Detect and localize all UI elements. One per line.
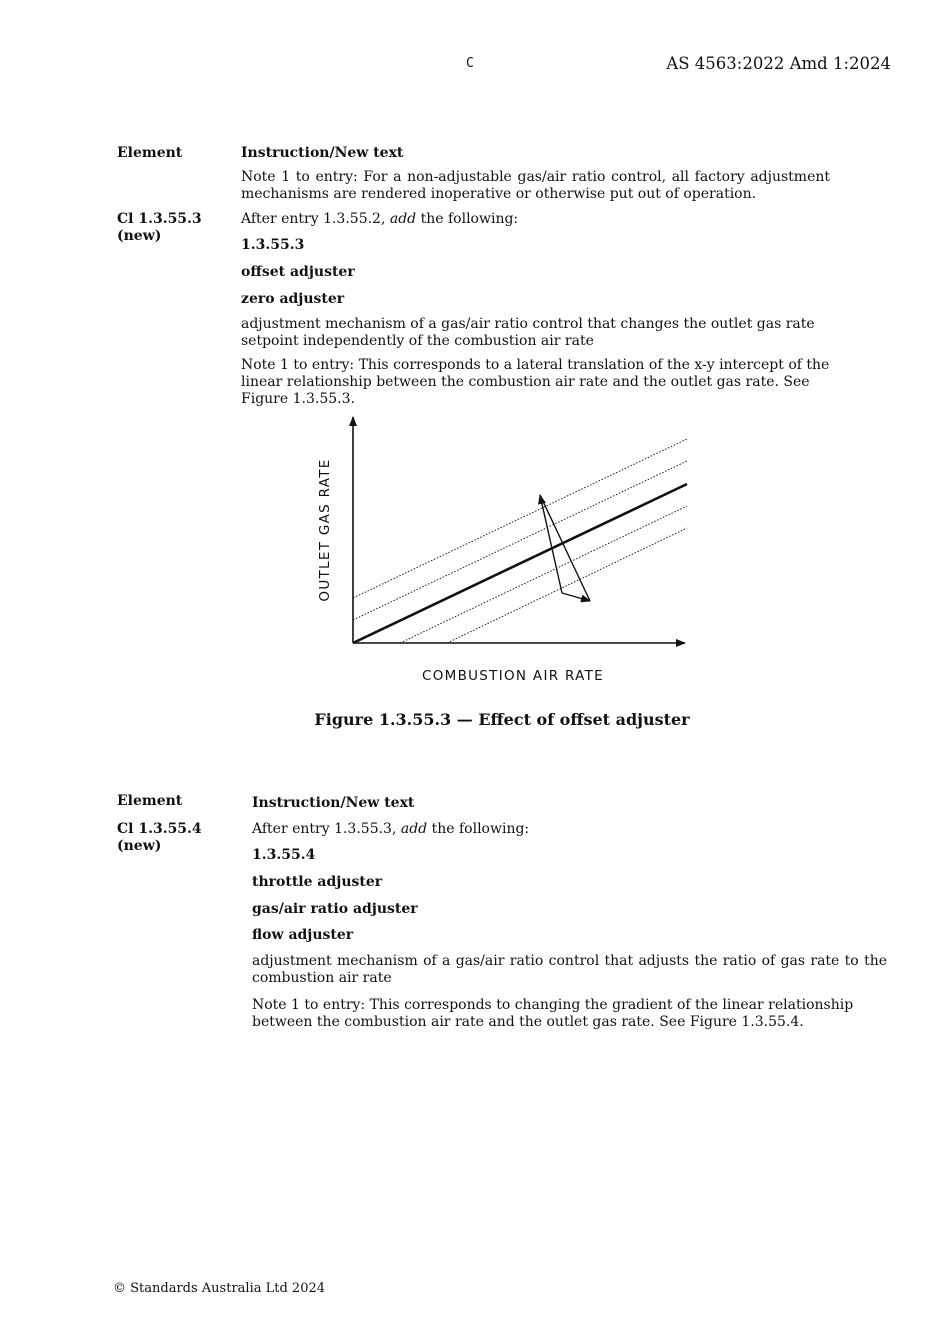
offset-direction-arrow-reverse — [562, 593, 590, 601]
table2-header-element: Element — [117, 793, 183, 809]
table2-entry-number: 1.3.55.4 — [252, 847, 316, 863]
table2-header-instruction: Instruction/New text — [252, 795, 415, 811]
offset-line-lower-1 — [400, 506, 687, 643]
table2-element-new: (new) — [117, 838, 162, 854]
table2-instruction: After entry 1.3.55.3, add the following: — [252, 821, 530, 837]
offset-line-upper-1 — [353, 461, 687, 620]
header-center-mark: C — [466, 56, 474, 71]
table2-term-throttle-adjuster: throttle adjuster — [252, 874, 383, 890]
table2-note: Note 1 to entry: This corresponds to changing the gradient of the linear relationship between the combustion air rate and the outlet gas rate. See Figure 1.3.55.4. — [252, 997, 854, 1030]
x-axis-label: COMBUSTION AIR RATE — [421, 668, 605, 684]
figure-caption: Figure 1.3.55.3 — Effect of offset adjuster — [314, 710, 690, 729]
document-reference: AS 4563:2022 Amd 1:2024 — [666, 54, 891, 73]
table2-term-gas-air-ratio-adjuster: gas/air ratio adjuster — [252, 901, 418, 917]
main-relationship-line — [353, 484, 687, 643]
table1-definition: adjustment mechanism of a gas/air ratio control that changes the outlet gas rate setpoint independently of the combustion air rate — [241, 316, 815, 349]
footer-copyright: © Standards Australia Ltd 2024 — [113, 1281, 326, 1296]
table1-note: Note 1 to entry: This corresponds to a lateral translation of the x-y intercept of the linear relationship between the combustion air rate and the outlet gas rate. See Figure 1.3.55.3. — [241, 357, 830, 407]
offset-line-upper-2 — [353, 439, 687, 598]
table1-entry-number: 1.3.55.3 — [241, 237, 305, 253]
table1-header-element: Element — [117, 145, 183, 161]
table1-element-new: (new) — [117, 228, 162, 244]
table2-definition: adjustment mechanism of a gas/air ratio control that adjusts the ratio of gas rate to the combustion air rate — [252, 953, 887, 986]
table1-instruction: After entry 1.3.55.2, add the following: — [241, 211, 519, 227]
y-axis-label: OUTLET GAS RATE — [317, 458, 333, 602]
offset-adjuster-figure — [300, 405, 700, 695]
table1-term-zero-adjuster: zero adjuster — [241, 291, 345, 307]
table2-element-clause: Cl 1.3.55.4 — [117, 821, 202, 837]
table1-element-clause: Cl 1.3.55.3 — [117, 211, 202, 227]
table2-term-flow-adjuster: flow adjuster — [252, 927, 354, 943]
offset-line-lower-2 — [447, 528, 687, 643]
table1-previous-note: Note 1 to entry: For a non-adjustable gas/air ratio control, all factory adjustment mechanisms are rendered inoperative or otherwise put out of operation. — [241, 169, 830, 202]
table1-term-offset-adjuster: offset adjuster — [241, 264, 355, 280]
table1-header-instruction: Instruction/New text — [241, 145, 404, 161]
